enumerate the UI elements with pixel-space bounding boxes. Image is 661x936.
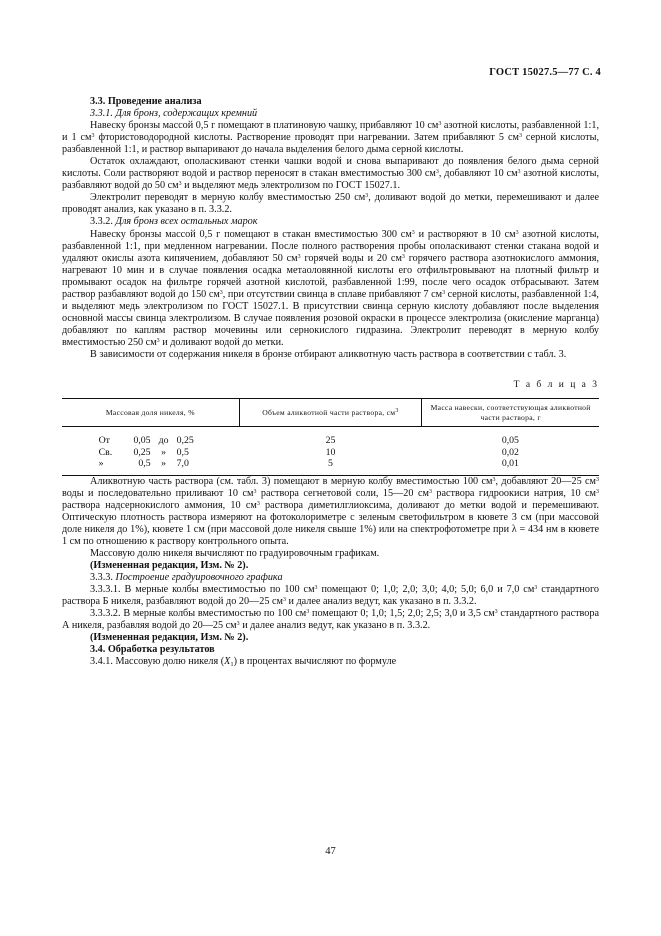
paragraph: Навеску бронзы массой 0,5 г помещают в стакан вместимостью 300 $см^3$ и растворяют в 10 $см^3$ азотной кислоты, разбавленной 1:1, при медленном нагревании. После полного растворения пробы ополаскивают стенки стакана водой и удаляют окислы азота кипячением, добавляют 50 $см^3$ горячей воды и 20 $см^3$ горячего раствора азотнокислого аммония, нагревают 10 мин и в случае появления осадка метаоловянной кислоты его отфильтровывают на плотный фильтр и промывают осадок на фильтре горячей азотной кислотой, разбавленной 1:99, после чего осадок отбрасывают. Затем раствор разбавляют водой до 150 $см^3$, при отсутствии свинца в сплаве прибавляют 7 $см^3$ серной кислоты, разбавленной 1:4, и выделяют медь электролизом по ГОСТ 15027.1. В присутствии свинца серную кислоту добавляют после выделения основной массы свинца электролизом. В случае появления розовой окраски в процессе электролиза (окисление марганца) добавляют по каплям раствор мочевины или сернокислого гидразина. Электролит переводят в мерную колбу вместимостью 250 $см^3$ и доливают водой до метки.: [62, 228, 599, 348]
table-row: [62, 447, 599, 459]
subsection-heading-3-3-3: 3.3.3. Построение градуировочного графика: [90, 571, 283, 583]
table-cell-mass: 0,05: [501, 435, 519, 447]
paragraph: Массовую долю никеля вычисляют по градуировочным графикам.: [90, 547, 380, 559]
subsection-heading-3-3-1: 3.3.1. Для бронз, содержащих кремний: [90, 108, 258, 120]
table-header-mass: Масса навески, соответствующая аликвотной части раствора, г: [422, 399, 599, 427]
edit-note: (Измененная редакция, Изм. № 2).: [90, 632, 249, 644]
table-row: [62, 458, 599, 475]
paragraph: Навеску бронзы массой 0,5 г помещают в платиновую чашку, прибавляют 10 $см^3$ азотной кислоты, разбавленной 1:1, и 1 $см^3$ фтористоводородной кислоты. Растворение проводят при нагревании. Затем прибавляют 5 $см^3$ серной кислоты, разбавленной 1:1, и раствор выпаривают до начала выделения белого дыма серной кислоты.: [62, 120, 599, 156]
nickel-table: [62, 398, 599, 476]
table-row: [62, 427, 599, 447]
paragraph: 3.3.3.1. В мерные колбы вместимостью по 100 $см^3$ помещают 0; 1,0; 2,0; 3,0; 4,0; 5,0; 6,0 и 7,0 $см^3$ стандартного раствора Б никеля, разбавляют водой до 20—25 $см^3$ и далее анализ ведут, как указано в п. 3.3.2.: [62, 584, 599, 608]
table-header-nickel: Массовая доля никеля, %: [62, 399, 239, 427]
table-cell-range: » 0,5 » 7,0: [62, 458, 239, 475]
edit-note: (Измененная редакция, Изм. № 2).: [90, 559, 249, 571]
running-header: ГОСТ 15027.5—77 С. 4: [489, 67, 601, 78]
section-heading-3-4: 3.4. Обработка результатов: [90, 644, 215, 656]
document-body: [62, 96, 599, 668]
table-cell-range: От 0,05 до 0,25: [98, 435, 194, 447]
table-cell-volume: 10: [325, 446, 336, 458]
paragraph: Аликвотную часть раствора (см. табл. 3) помещают в мерную колбу вместимостью 100 $см^3$, добавляют 20—25 $см^3$ воды и последовательно приливают 10 $см^3$ раствора сегнетовой соли, 15—20 $см^3$ раствора гидроокиси натрия, 10 $см^3$ раствора надсернокислого аммония, 10 $см^3$ раствора диметилглиоксима, доливают до метки водой и перемешивают. Оптическую плотность раствора измеряют на фотоколориметре с зеленым светофильтром в кювете 3 см (при массовой доле никеля до 1%), кювете 1 см (при массовой доле никеля свыше 1%) или на спектрофотометре при λ = 434 нм в кювете 1 см по отношению к раствору контрольного опыта.: [62, 475, 600, 547]
table-cell-mass: 0,02: [501, 446, 519, 458]
table-header-volume: Объем аликвотной части раствора, $см^3$: [239, 399, 422, 427]
table-cell-range: Св. 0,25 » 0,5: [98, 446, 189, 458]
paragraph: 3.3.3.2. В мерные колбы вместимостью по 100 $см^3$ помещают 0; 1,0; 1,5; 2,0; 2,5; 3,0 и 3,5 $см^3$ стандартного раствора А никеля, разбавляя водой до 20—25 $см^3$ и далее анализ ведут, как указано в п. 3.3.2.: [62, 608, 599, 632]
table-cell-volume: 5: [239, 458, 422, 475]
page-number: 47: [325, 846, 336, 857]
table-cell-volume: 25: [325, 435, 336, 447]
paragraph: Остаток охлаждают, ополаскивают стенки чашки водой и снова выпаривают до появления белого дыма серной кислоты. Соли растворяют водой и раствор переносят в стакан вместимостью 300 $см^3$, добавляют 10 $см^3$ азотной кислоты, разбавляют водой до 50 $см^3$ и выделяют медь электролизом по ГОСТ 15027.1.: [62, 156, 599, 192]
paragraph: Электролит переводят в мерную колбу вместимостью 250 $см^3$, доливают водой до метки, перемешивают и далее проводят анализ, как указано в п. 3.3.2.: [62, 192, 599, 216]
table-caption: Т а б л и ц а 3: [513, 380, 599, 391]
section-heading-3-3: 3.3. Проведение анализа: [90, 96, 202, 107]
paragraph: В зависимости от содержания никеля в бронзе отбирают аликвотную часть раствора в соответствии с табл. 3.: [90, 348, 567, 360]
subsection-heading-3-3-2: 3.3.2. Для бронз всех остальных марок: [90, 216, 258, 228]
table-cell-mass: 0,01: [422, 458, 599, 475]
paragraph: 3.4.1. Массовую долю никеля $(X_1)$ в процентах вычисляют по формуле: [90, 656, 397, 669]
